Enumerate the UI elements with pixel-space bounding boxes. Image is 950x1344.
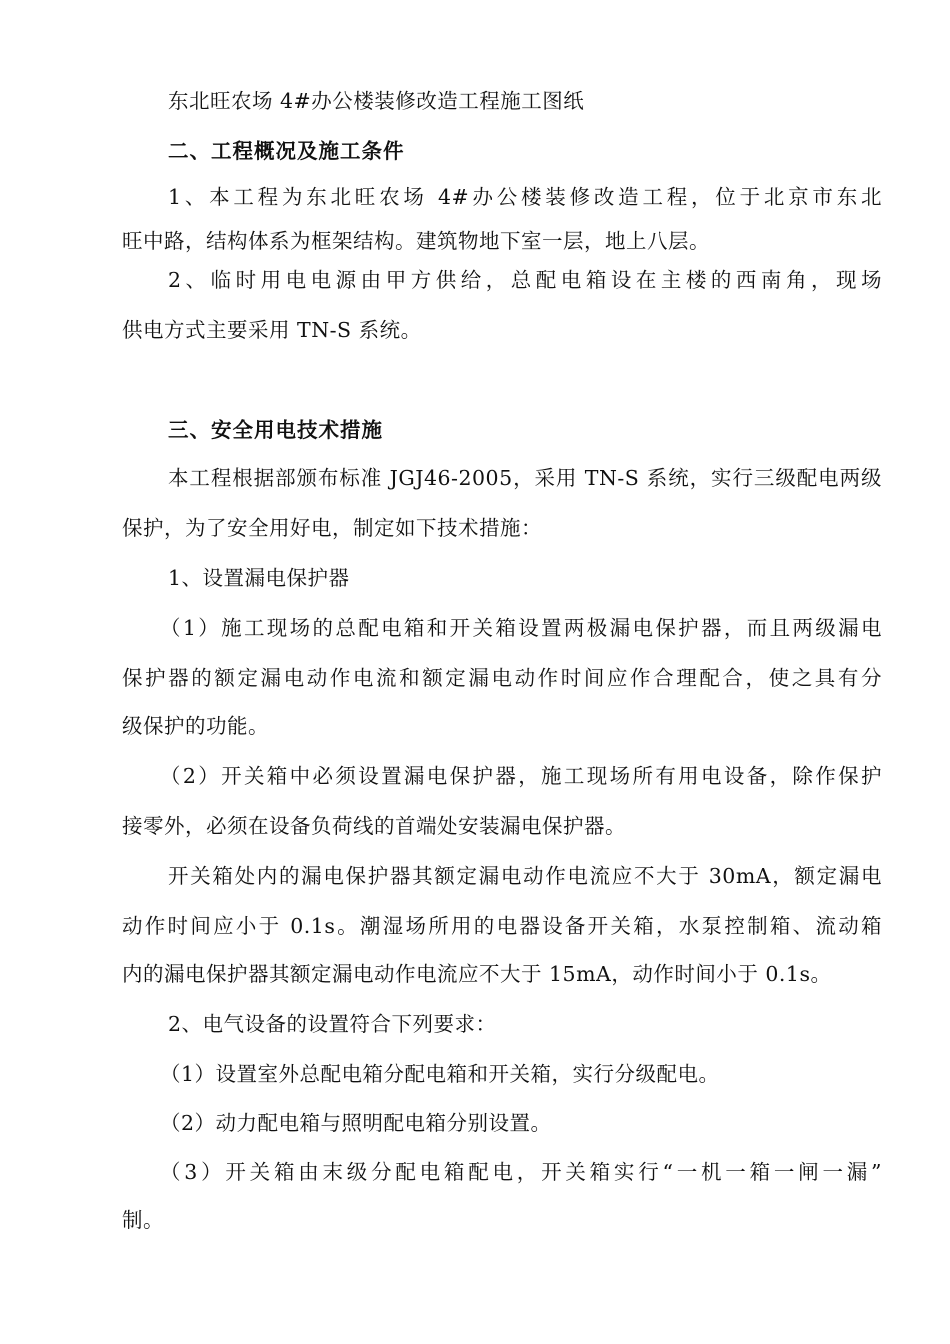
paragraph-line: 动作时间应小于 0.1s。潮湿场所用的电器设备开关箱，水泵控制箱、流动箱 <box>122 914 882 938</box>
paragraph-line: 内的漏电保护器其额定漏电动作电流应不大于 15mA，动作时间小于 0.1s。 <box>122 962 832 986</box>
document-title: 东北旺农场 4#办公楼装修改造工程施工图纸 <box>168 89 585 113</box>
paragraph-line: （1）施工现场的总配电箱和开关箱设置两极漏电保护器，而且两级漏电 <box>160 616 882 640</box>
paragraph-line: 1、本工程为东北旺农场 4#办公楼装修改造工程，位于北京市东北 <box>168 185 882 209</box>
paragraph-line: 制。 <box>122 1208 164 1232</box>
paragraph-line: 接零外，必须在设备负荷线的首端处安装漏电保护器。 <box>122 814 626 838</box>
paragraph-line: 级保护的功能。 <box>122 714 269 738</box>
section-heading-3: 三、安全用电技术措施 <box>168 418 383 442</box>
paragraph-line: 供电方式主要采用 TN-S 系统。 <box>122 318 422 342</box>
paragraph-line: 开关箱处内的漏电保护器其额定漏电动作电流应不大于 30mA，额定漏电 <box>168 864 882 888</box>
paragraph-line: 保护器的额定漏电动作电流和额定漏电动作时间应作合理配合，使之具有分 <box>122 666 882 690</box>
subheading-line: 1、设置漏电保护器 <box>168 566 350 590</box>
section-heading-2: 二、工程概况及施工条件 <box>168 139 405 163</box>
paragraph-line: 保护，为了安全用好电，制定如下技术措施： <box>122 516 542 540</box>
paragraph-line: （2）开关箱中必须设置漏电保护器，施工现场所有用电设备，除作保护 <box>160 764 882 788</box>
paragraph-line: （2）动力配电箱与照明配电箱分别设置。 <box>160 1111 552 1135</box>
subheading-line: 2、电气设备的设置符合下列要求： <box>168 1012 497 1036</box>
paragraph-line: （3）开关箱由末级分配电箱配电，开关箱实行“一机一箱一闸一漏” <box>160 1160 882 1184</box>
paragraph-line: 旺中路，结构体系为框架结构。建筑物地下室一层，地上八层。 <box>122 229 710 253</box>
paragraph-line: （1）设置室外总配电箱分配电箱和开关箱，实行分级配电。 <box>160 1062 720 1086</box>
paragraph-line: 本工程根据部颁布标准 JGJ46-2005，采用 TN-S 系统，实行三级配电两级 <box>168 466 882 490</box>
paragraph-line: 2、临时用电电源由甲方供给，总配电箱设在主楼的西南角，现场 <box>168 268 882 292</box>
